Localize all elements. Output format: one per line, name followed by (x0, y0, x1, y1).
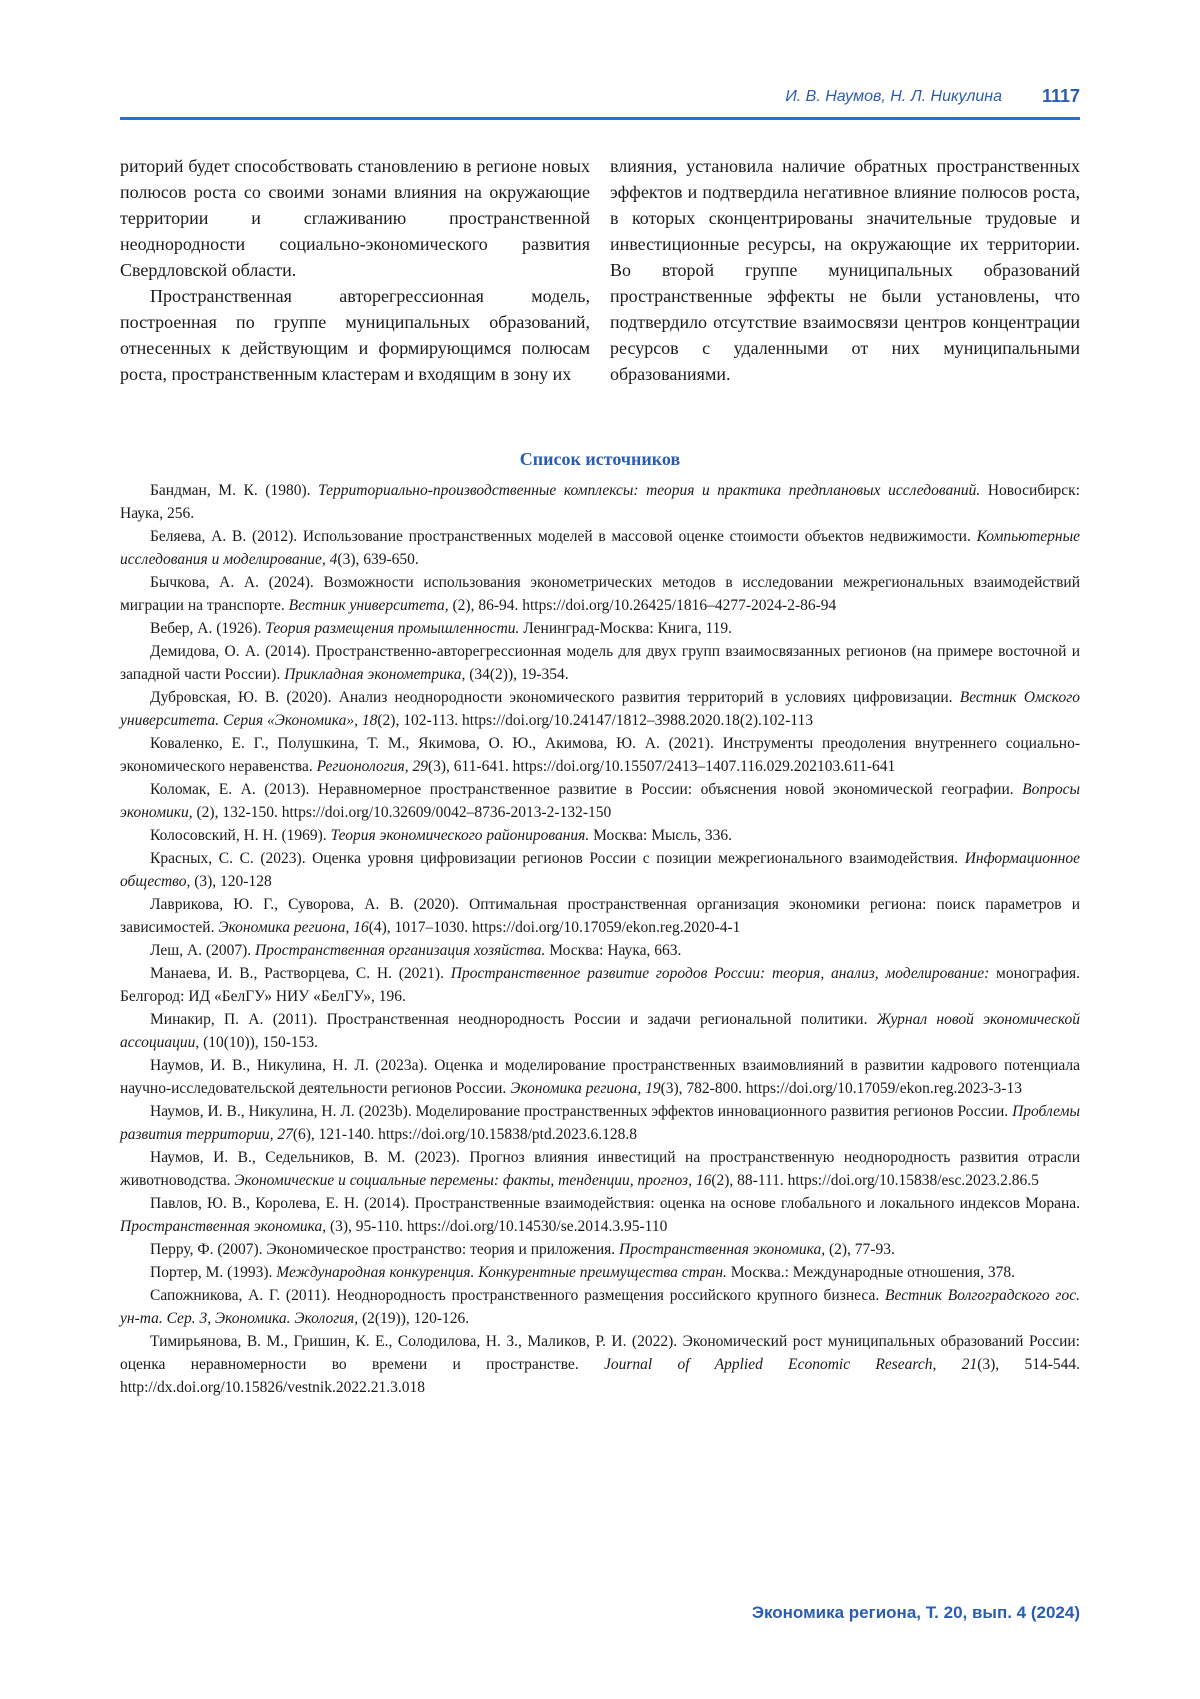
reference-item (120, 1100, 1080, 1146)
reference-source: Вестник университета, (288, 597, 449, 614)
reference-text: Коломак, Е. А. (2013). Неравномерное пространственное развитие в России: объяснения новой экономической географии. (150, 781, 1023, 798)
reference-item (120, 732, 1080, 778)
reference-details: Ленинград-Москва: Книга, 119. (519, 620, 733, 637)
reference-source: Компьютерные исследования и моделирование, 4 (120, 528, 1080, 568)
running-header (120, 80, 1080, 120)
reference-details: Москва.: Международные отношения, 378. (726, 1264, 1015, 1281)
reference-text: Красных, С. С. (2023). Оценка уровня цифровизации регионов России с позиции межрегионального взаимодействия. (150, 850, 965, 867)
reference-item (120, 962, 1080, 1008)
reference-text: Тимирьянова, В. М., Гришин, К. Е., Солодилова, Н. З., Маликов, Р. И. (2022). Экономический рост муниципальных образований России: оценка неравномерности во времени и пространстве. (120, 1333, 1080, 1373)
reference-item (120, 640, 1080, 686)
reference-item (120, 778, 1080, 824)
reference-details: (2), 86-94. https://doi.org/10.26425/1816–4277-2024-2-86-94 (448, 597, 837, 614)
reference-source: Международная конкуренция. Конкурентные преимущества стран. (276, 1264, 727, 1281)
references-title: Список источников (519, 449, 681, 469)
reference-text: Коваленко, Е. Г., Полушкина, Т. М., Якимова, О. Ю., Акимова, Ю. А. (2021). Инструменты преодоления внутреннего социально-экономического неравенства. (120, 735, 1080, 775)
reference-item (120, 686, 1080, 732)
reference-details: (3), 95-110. https://doi.org/10.14530/se.2014.3.95-110 (326, 1218, 668, 1235)
reference-text: Бандман, М. К. (1980). (150, 482, 319, 499)
reference-text: Леш, А. (2007). (150, 942, 255, 959)
reference-item (120, 479, 1080, 525)
journal-footer: Экономика региона, Т. 20, вып. 4 (2024) (751, 1603, 1080, 1622)
paragraph: риторий будет способствовать становлению в регионе новых полюсов роста со своими зонами влияния на окружающие территории и сглаживанию пространственной неоднородности социально-экономического развития Свердловской области. (120, 156, 590, 280)
reference-details: Москва: Мысль, 336. (589, 827, 732, 844)
reference-text: Демидова, О. А. (2014). Пространственно-авторегрессионная модель для двух групп взаимосвязанных регионов (на примере восточной и западной части России). (120, 643, 1080, 683)
reference-item (120, 1238, 1080, 1261)
reference-text: Минакир, П. А. (2011). Пространственная неоднородность России и задачи региональной политики. (150, 1011, 877, 1028)
reference-details: (34(2)), 19-354. (465, 666, 569, 683)
reference-details: Новосибирск: Наука, 256. (120, 482, 1080, 522)
reference-source: Вестник Омского университета. Серия «Экономика», 18 (120, 689, 1080, 729)
reference-source: Прикладная эконометрика, (284, 666, 466, 683)
paragraph: Пространственная авторегрессионная модель, построенная по группе муниципальных образований, отнесенных к действующим и формирующимся полюсам роста, пространственным кластерам и входящим в зону их (120, 286, 590, 384)
reference-item (120, 571, 1080, 617)
reference-source: Журнал новой экономической ассоциации, (120, 1011, 1080, 1051)
reference-details: (2), 77-93. (825, 1241, 895, 1258)
reference-source: Территориально-производственные комплексы: теория и практика предплановых исследований. (318, 482, 981, 499)
reference-text: Перру, Ф. (2007). Экономическое пространство: теория и приложения. (150, 1241, 620, 1258)
reference-details: (6), 121-140. https://doi.org/10.15838/ptd.2023.6.128.8 (292, 1126, 637, 1143)
reference-text: Наумов, И. В., Никулина, Н. Л. (2023a). Оценка и моделирование пространственных взаимовлияний в развитии кадрового потенциала научно-исследовательской деятельности регионов России. (120, 1057, 1080, 1097)
reference-source: Пространственная организация хозяйства. (255, 942, 546, 959)
reference-item (120, 1054, 1080, 1100)
reference-text: Бычкова, А. А. (2024). Возможности использования эконометрических методов в исследовании межрегиональных взаимодействий миграции на транспорте. (120, 574, 1080, 614)
reference-source: Пространственная экономика, (120, 1218, 327, 1235)
reference-text: Беляева, А. В. (2012). Использование пространственных моделей в массовой оценке стоимости объектов недвижимости. (150, 528, 977, 545)
reference-details: (2), 132-150. https://doi.org/10.32609/0042–8736-2013-2-132-150 (192, 804, 612, 821)
reference-item (120, 1261, 1080, 1284)
references-list (120, 479, 1080, 1399)
reference-text: Дубровская, Ю. В. (2020). Анализ неоднородности экономического развития территорий в условиях цифровизации. (150, 689, 960, 706)
reference-details: (2), 102-113. https://doi.org/10.24147/1812–3988.2020.18(2).102-113 (377, 712, 813, 729)
reference-source: Экономические и социальные перемены: факты, тенденции, прогноз, 16 (234, 1172, 712, 1189)
right-column (610, 153, 1080, 387)
reference-item (120, 824, 1080, 847)
reference-source: Вопросы экономики, (120, 781, 1080, 821)
reference-item (120, 893, 1080, 939)
reference-text: Портер, М. (1993). (150, 1264, 277, 1281)
paragraph: влияния, установила наличие обратных пространственных эффектов и подтвердила негативное влияние полюсов роста, в которых сконцентрированы значительные трудовые и инвестиционные ресурсы, на окружающие их территории. Во второй группе муниципальных образований пространственные эффекты не были установлены, что подтвердило отсутствие взаимосвязи центров концентрации ресурсов с удаленными от них муниципальными образованиями. (610, 156, 1080, 384)
reference-source: Теория экономического районирования. (330, 827, 590, 844)
reference-source: Регионология, 29 (316, 758, 428, 775)
reference-item (120, 939, 1080, 962)
reference-item (120, 525, 1080, 571)
reference-text: Колосовский, Н. Н. (1969). (150, 827, 331, 844)
reference-item (120, 1330, 1080, 1399)
reference-details: (3), 639-650. (337, 551, 419, 568)
page-number: 1117 (1041, 86, 1080, 106)
reference-item (120, 1146, 1080, 1192)
header-authors: И. В. Наумов, Н. Л. Никулина (785, 88, 1002, 105)
reference-item (120, 617, 1080, 640)
left-column (120, 153, 590, 387)
reference-source: Информационное общество, (120, 850, 1080, 890)
reference-details: Москва: Наука, 663. (545, 942, 682, 959)
reference-text: Манаева, И. В., Растворцева, С. Н. (2021). (150, 965, 451, 982)
reference-text: Наумов, И. В., Седельников, В. М. (2023). Прогноз влияния инвестиций на пространственную неоднородность развития отрасли животноводства. (120, 1149, 1080, 1189)
reference-text: Сапожникова, А. Г. (2011). Неоднородность пространственного размещения российского крупного бизнеса. (150, 1287, 886, 1304)
reference-text: Вебер, А. (1926). (150, 620, 266, 637)
reference-item (120, 1192, 1080, 1238)
reference-text: Павлов, Ю. В., Королева, Е. Н. (2014). Пространственные взаимодействия: оценка на основе глобального и локального индексов Морана. (150, 1195, 1080, 1212)
reference-details: (2(19)), 120-126. (358, 1310, 470, 1327)
reference-item (120, 847, 1080, 893)
reference-source: Пространственная экономика, (619, 1241, 826, 1258)
reference-details: (10(10)), 150-153. (199, 1034, 319, 1051)
reference-details: монография. Белгород: ИД «БелГУ» НИУ «БелГУ», 196. (120, 965, 1080, 1005)
reference-item (120, 1284, 1080, 1330)
reference-source: Проблемы развития территории, 27 (120, 1103, 1080, 1143)
reference-details: (3), 611-641. https://doi.org/10.15507/2413–1407.116.029.202103.611-641 (427, 758, 896, 775)
reference-details: (2), 88-111. https://doi.org/10.15838/esc.2023.2.86.5 (711, 1172, 1039, 1189)
reference-details: (4), 1017–1030. https://doi.org/10.17059/ekon.reg.2020-4-1 (368, 919, 741, 936)
reference-source: Вестник Волгоградского гос. ун-та. Сер. 3, Экономика. Экология, (120, 1287, 1080, 1327)
reference-text: Лаврикова, Ю. Г., Суворова, А. В. (2020). Оптимальная пространственная организация экономики региона: поиск параметров и зависимостей. (120, 896, 1080, 936)
reference-details: (3), 782-800. https://doi.org/10.17059/ekon.reg.2023-3-13 (660, 1080, 1022, 1097)
reference-source: Пространственное развитие городов России: теория, анализ, моделирование: (450, 965, 990, 982)
reference-item (120, 1008, 1080, 1054)
reference-details: (3), 120-128 (190, 873, 272, 890)
reference-source: Экономика региона, 16 (218, 919, 369, 936)
reference-details: (3), 514-544. http://dx.doi.org/10.15826/vestnik.2022.21.3.018 (120, 1356, 1080, 1396)
reference-text: Наумов, И. В., Никулина, Н. Л. (2023b). Моделирование пространственных эффектов инновационного развития регионов России. (150, 1103, 1013, 1120)
reference-source: Теория размещения промышленности. (265, 620, 520, 637)
header-rule (120, 117, 1080, 120)
reference-source: Экономика региона, 19 (510, 1080, 661, 1097)
reference-source: Journal of Applied Economic Research, 21 (604, 1356, 978, 1373)
